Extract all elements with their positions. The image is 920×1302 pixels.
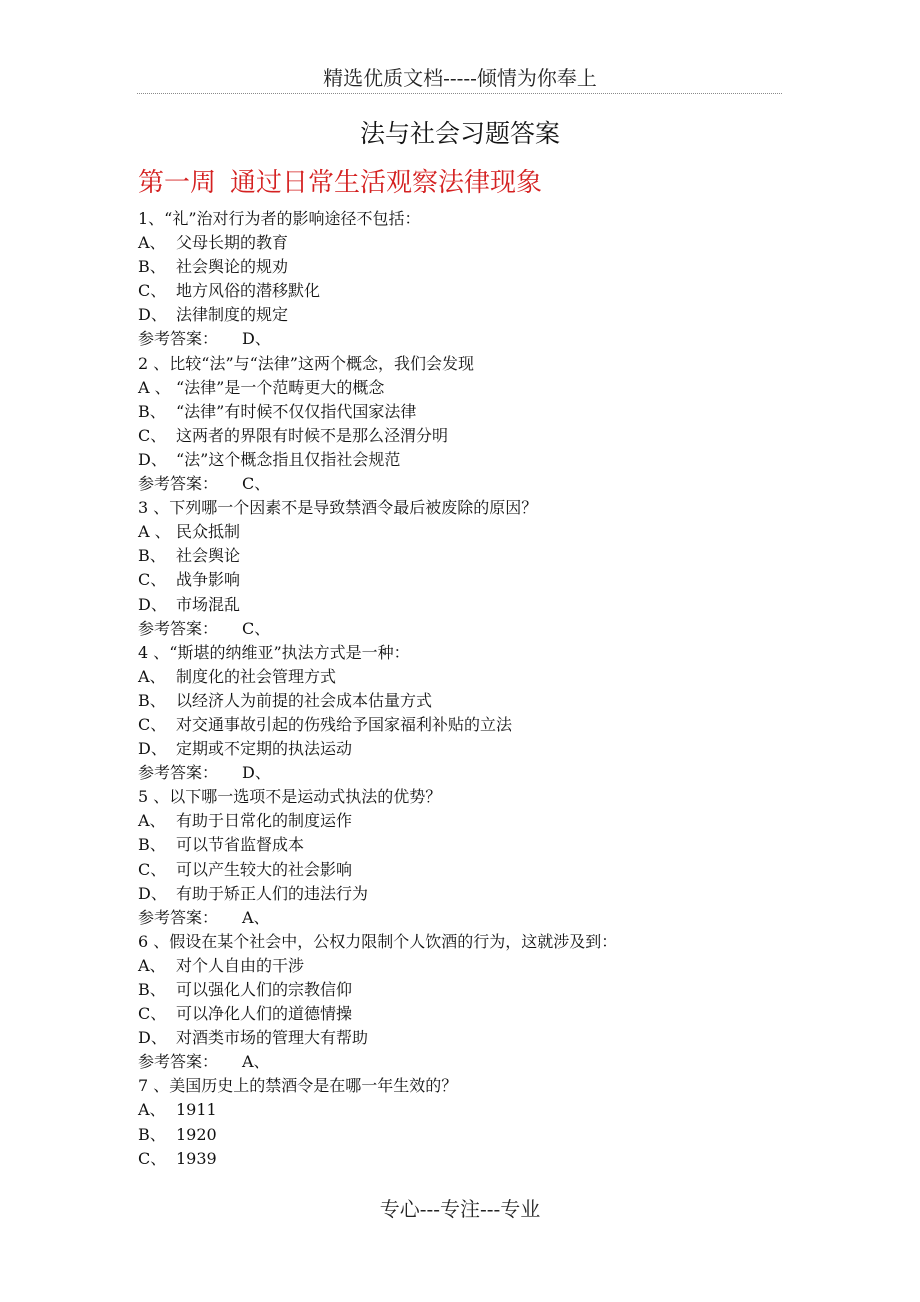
option-letter: B、 (138, 546, 166, 566)
answer-option (138, 1002, 778, 1026)
question-stem: 1、“礼”治对行为者的影响途径不包括： (138, 209, 421, 228)
option-letter: A、 (138, 955, 166, 975)
answer-value: D、 (242, 763, 271, 783)
answer-option (138, 448, 778, 472)
option-letter: C、 (138, 1004, 167, 1024)
answer-option (138, 400, 778, 424)
option-text: 以经济人为前提的社会成本估量方式 (176, 690, 433, 710)
option-letter: D、 (138, 305, 167, 325)
option-text: 对个人自由的干涉 (176, 955, 305, 975)
option-letter: C、 (138, 714, 167, 734)
option-letter: B、 (138, 401, 166, 421)
option-text: 对交通事故引起的伤残给予国家福利补贴的立法 (176, 714, 513, 734)
answer-option (138, 568, 778, 592)
option-letter: D、 (138, 594, 167, 614)
reference-answer (138, 761, 778, 785)
page-footer: 专心---专注---专业 (379, 1197, 541, 1221)
answer-option (138, 303, 778, 327)
option-text: 可以产生较大的社会影响 (176, 859, 353, 879)
answer-option (138, 954, 778, 978)
option-text: 市场混乱 (176, 594, 241, 614)
option-letter: A、 (138, 666, 166, 686)
answer-option (138, 809, 778, 833)
question-list (138, 207, 778, 1171)
reference-answer (138, 327, 778, 351)
option-text: “法律”有时候不仅仅指代国家法律 (176, 401, 417, 421)
section-week: 第一周 (138, 168, 217, 198)
answer-label: 参考答案： (138, 474, 219, 494)
question-stem: 6 、假设在某个社会中，公权力限制个人饮酒的行为，这就涉及到： (138, 931, 618, 951)
answer-option (138, 544, 778, 568)
option-text: 社会舆论 (176, 546, 241, 566)
option-text: 这两者的界限有时候不是那么泾渭分明 (176, 425, 449, 445)
answer-option (138, 1147, 778, 1171)
section-topic: 通过日常生活观察法律现象 (230, 168, 543, 198)
option-text: 1939 (176, 1148, 217, 1168)
option-letter: D、 (138, 449, 167, 469)
option-letter: D、 (138, 739, 167, 759)
answer-label: 参考答案： (138, 618, 219, 638)
answer-option (138, 978, 778, 1002)
option-text: 制度化的社会管理方式 (176, 666, 337, 686)
reference-answer (138, 472, 778, 496)
option-text: 可以节省监督成本 (176, 835, 305, 855)
option-text: 地方风俗的潜移默化 (176, 281, 321, 301)
option-letter: C、 (138, 281, 167, 301)
option-text: 战争影响 (176, 570, 241, 590)
option-letter: D、 (138, 1028, 167, 1048)
question-stem: 4 、“斯堪的纳维亚”执法方式是一种： (138, 642, 410, 662)
option-text: 有助于矫正人们的违法行为 (176, 883, 369, 903)
answer-option (138, 279, 778, 303)
option-letter: B、 (138, 835, 166, 855)
answer-option (138, 1098, 778, 1122)
option-text: 可以强化人们的宗教信仰 (176, 980, 353, 999)
answer-value: D、 (242, 329, 271, 349)
answer-option (138, 376, 778, 400)
document-title: 法与社会习题答案 (359, 119, 560, 148)
answer-option (138, 833, 778, 857)
question-stem: 5 、以下哪一选项不是运动式执法的优势？ (138, 787, 442, 807)
option-letter: C、 (138, 570, 167, 590)
option-letter: C、 (138, 1148, 167, 1168)
option-letter: A、 (138, 1100, 166, 1120)
option-text: 民众抵制 (176, 522, 241, 542)
answer-value: A、 (242, 1052, 270, 1072)
answer-option (138, 737, 778, 761)
answer-value: C、 (242, 618, 271, 638)
option-text: 1920 (176, 1124, 217, 1144)
reference-answer (138, 1050, 778, 1074)
page-header: 精选优质文档-----倾情为你奉上 (323, 66, 597, 90)
reference-answer (138, 617, 778, 641)
option-letter: B、 (138, 1124, 166, 1144)
option-letter: A 、 (138, 377, 171, 397)
answer-option (138, 858, 778, 882)
option-text: 法律制度的规定 (176, 305, 289, 325)
answer-option (138, 424, 778, 448)
header-divider (137, 93, 782, 94)
option-text: 定期或不定期的执法运动 (176, 739, 353, 759)
answer-value: C、 (242, 474, 271, 494)
option-letter: B、 (138, 257, 166, 277)
option-letter: D、 (138, 883, 167, 903)
option-text: 对酒类市场的管理大有帮助 (176, 1028, 369, 1048)
option-letter: A 、 (138, 522, 171, 542)
answer-option (138, 713, 778, 737)
answer-label: 参考答案： (138, 329, 219, 349)
answer-label: 参考答案： (138, 907, 219, 927)
question-stem: 2 、比较“法”与“法律”这两个概念，我们会发现 (138, 353, 474, 373)
option-text: “法律”是一个范畴更大的概念 (176, 377, 385, 397)
question-stem: 3 、下列哪一个因素不是导致禁酒令最后被废除的原因？ (138, 498, 538, 518)
option-text: 父母长期的教育 (176, 233, 289, 253)
option-text: 可以净化人们的道德情操 (176, 1004, 353, 1024)
option-letter: C、 (138, 425, 167, 445)
answer-value: A、 (242, 907, 270, 927)
reference-answer (138, 906, 778, 930)
question-stem: 7 、美国历史上的禁酒令是在哪一年生效的？ (138, 1076, 458, 1096)
answer-option (138, 255, 778, 279)
answer-option (138, 520, 778, 544)
answer-label: 参考答案： (138, 1052, 219, 1072)
answer-option (138, 593, 778, 617)
answer-option (138, 231, 778, 255)
answer-option (138, 1026, 778, 1050)
option-text: “法”这个概念指且仅指社会规范 (176, 449, 401, 469)
option-letter: C、 (138, 859, 167, 879)
answer-option (138, 665, 778, 689)
answer-option (138, 1123, 778, 1147)
option-letter: A、 (138, 811, 166, 831)
section-heading (138, 165, 542, 201)
option-text: 社会舆论的规劝 (176, 257, 289, 277)
option-text: 有助于日常化的制度运作 (176, 811, 353, 831)
option-text: 1911 (176, 1100, 217, 1120)
answer-option (138, 689, 778, 713)
answer-label: 参考答案： (138, 763, 219, 783)
option-letter: A、 (138, 233, 166, 253)
option-letter: B、 (138, 980, 166, 999)
option-letter: B、 (138, 690, 166, 710)
answer-option (138, 882, 778, 906)
